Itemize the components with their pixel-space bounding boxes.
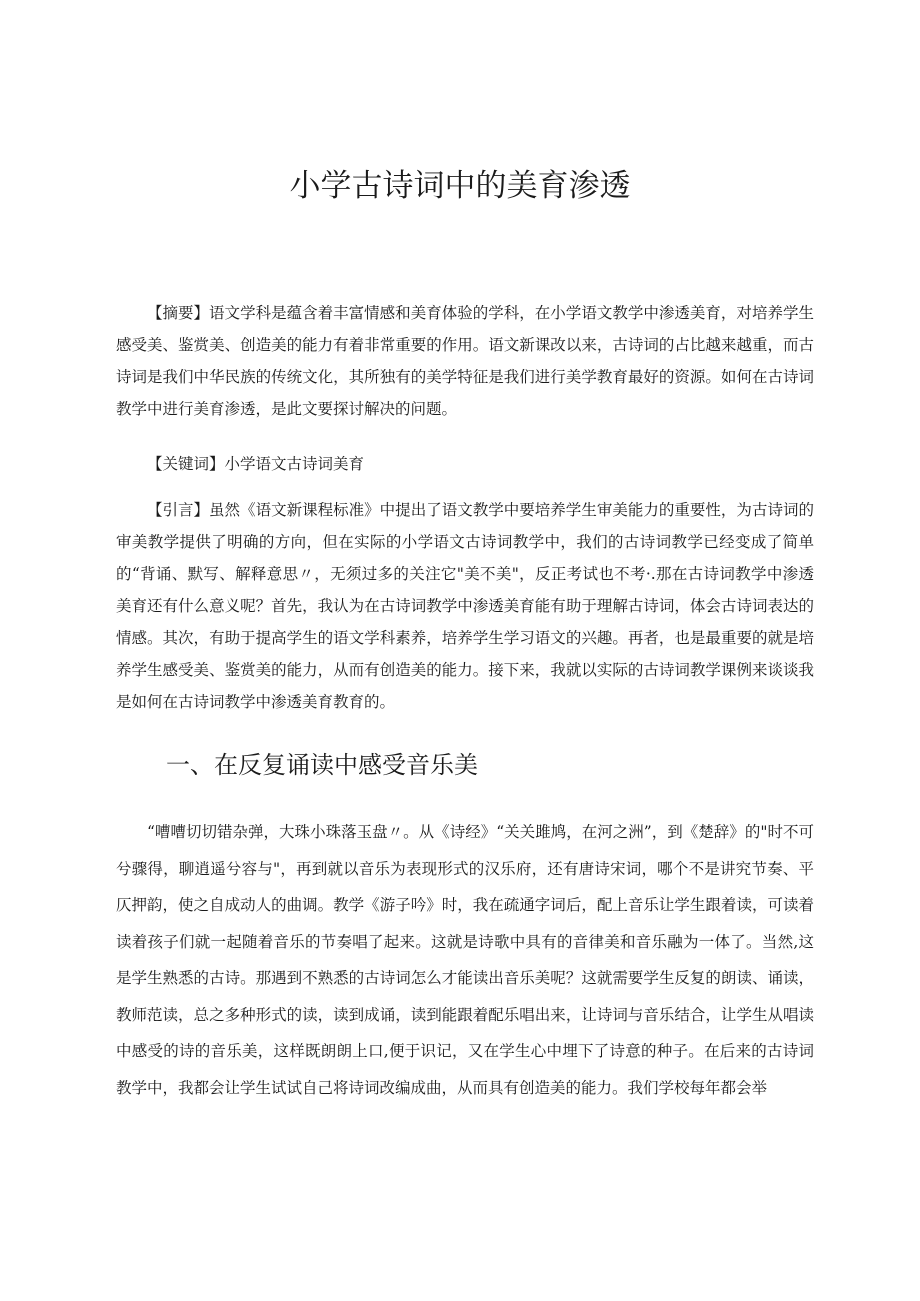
keywords-paragraph bbox=[116, 448, 814, 480]
intro-paragraph bbox=[116, 494, 814, 718]
intro-label: 【引言】 bbox=[147, 501, 210, 519]
abstract-paragraph bbox=[116, 297, 814, 425]
section-paragraph bbox=[116, 814, 814, 1106]
keywords-text: 小学语文古诗词美育 bbox=[224, 455, 365, 473]
section-heading: 一、在反复诵读中感受音乐美 bbox=[166, 751, 478, 779]
abstract-text: 语文学科是蕴含着丰富情感和美育体验的学科，在小学语文教学中渗透美育，对培养学生感受美、鉴赏美、创造美的能力有着非常重要的作用。语文新课改以来，古诗词的占比越来越重，而古诗词是我们中华民族的传统文化，其所独有的美学特征是我们进行美学教育最好的资源。如何在古诗词教学中进行美育渗透，是此文要探讨解决的问题。 bbox=[116, 304, 814, 418]
intro-text: 虽然《语文新课程标准》中提出了语文教学中要培养学生审美能力的重要性，为古诗词的审美教学提供了明确的方向，但在实际的小学语文古诗词教学中，我们的古诗词教学已经变成了简单的“背诵、默写、解释意思〃，无须过多的关注它"美不美"，反正考试也不考·.那在古诗词教学中渗透美育还有什么意义呢？首先，我认为在古诗词教学中渗透美育能有助于理解古诗词，体会古诗词表达的情感。其次，有助于提高学生的语文学科素养，培养学生学习语文的兴趣。再者，也是最重要的就是培养学生感受美、鉴赏美的能力，从而有创造美的能力。接下来，我就以实际的古诗词教学课例来谈谈我是如何在古诗词教学中渗透美育教育的。 bbox=[116, 501, 814, 711]
keywords-label: 【关键词】 bbox=[147, 455, 225, 473]
document-title: 小学古诗词中的美育渗透 bbox=[289, 168, 631, 204]
abstract-label: 【摘要】 bbox=[147, 304, 210, 322]
section-paragraph-text: “嘈嘈切切错杂弹，大珠小珠落玉盘〃。从《诗经》“关关雎鸠，在河之洲”，到《楚辞》的"时不可兮骤得，聊逍遥兮容与"，再到就以音乐为表现形式的汉乐府，还有唐诗宋词，哪个不是讲究节奏、平仄押韵，使之自成动人的曲调。教学《游子吟》时，我在疏通字词后，配上音乐让学生跟着读，可读着读着孩子们就一起随着音乐的节奏唱了起来。这就是诗歌中具有的音律美和音乐融为一体了。当然,这是学生熟悉的古诗。那遇到不熟悉的古诗词怎么才能读出音乐美呢？这就需要学生反复的朗读、诵读，教师范读，总之多种形式的读，读到成诵，读到能跟着配乐唱出来，让诗词与音乐结合，让学生从唱读中感受的诗的音乐美，这样既朗朗上口,便于识记，又在学生心中埋下了诗意的种子。在后来的古诗词教学中，我都会让学生试试自己将诗词改编成曲，从而具有创造美的能力。我们学校每年都会举 bbox=[116, 823, 814, 1097]
